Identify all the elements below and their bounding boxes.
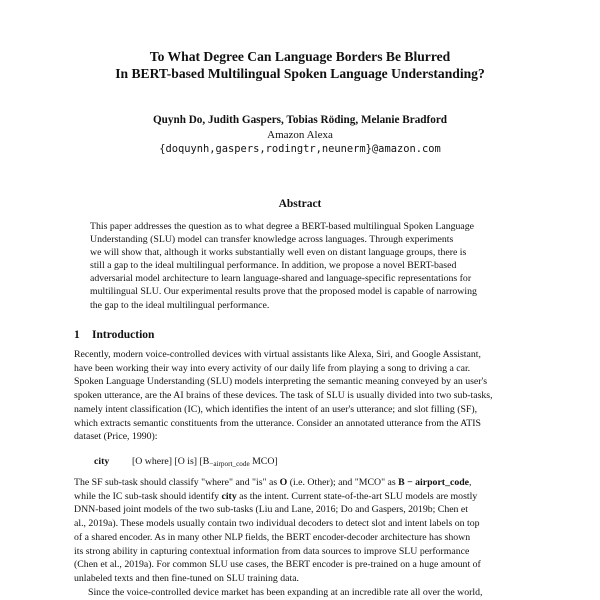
body-line: al., 2019a). These models usually contain two individual decoders to detect slot and intent labels on top: [74, 518, 480, 530]
body-line: which extracts semantic constituents from the utterance. Consider an annotated utterance from the ATIS: [74, 417, 481, 429]
annotated-utterance-example: [94, 455, 278, 471]
body-line: its strong ability in capturing contextual information from data sources to improve SLU performance: [74, 545, 470, 557]
abstract-line: adversarial model architecture to learn language-shared and language-specific representations for: [90, 273, 472, 285]
abstract-line: Understanding (SLU) model can transfer knowledge across languages. Through experiments: [90, 234, 454, 246]
body-line: (Chen et al., 2019a). For common SLU use cases, the BERT encoder is pre-trained on a huge amount of: [74, 559, 481, 571]
body-line: dataset (Price, 1990):: [74, 431, 158, 443]
paper-title: [0, 48, 600, 82]
affiliation: Amazon Alexa: [267, 129, 333, 141]
abstract-line: the gap to the ideal multilingual performance.: [90, 299, 270, 311]
example-slots-part1: [O where] [O is] [B: [132, 456, 210, 467]
example-slots-part2: MCO]: [249, 456, 278, 467]
abstract-line: multilingual SLU. Our experimental results prove that the proposed model is capable of narrowing: [90, 286, 477, 298]
body-line: spoken utterance, are the AI brains of these devices. The task of SLU is usually divided into two sub-tasks,: [74, 390, 493, 402]
body-line: DNN-based joint models of the two sub-tasks (Liu and Lane, 2016; Do and Gaspers, 2019b; Chen et: [74, 504, 468, 516]
abstract-heading: Abstract: [278, 198, 322, 210]
label-o: O: [279, 477, 288, 488]
body-line: have been working their way into every activity of our daily life from playing a song to driving a car.: [74, 362, 471, 374]
introduction-paragraph-1: [74, 348, 534, 444]
text-run: The SF sub-task should classify "where" and "is" as: [74, 477, 280, 488]
introduction-paragraph-2: [74, 476, 534, 599]
text-run: ,: [469, 477, 472, 488]
example-slot-subscript: −airport_code: [209, 460, 250, 468]
section-number: 1: [74, 329, 80, 341]
section-heading-introduction: [74, 328, 154, 342]
body-line: of a shared encoder. As in many other NLP fields, the BERT encoder-decoder architecture has shown: [74, 531, 471, 543]
author-list: Quynh Do, Judith Gaspers, Tobias Röding, Melanie Bradford: [152, 114, 448, 126]
text-run: (i.e. Other); and "MCO" as: [287, 477, 399, 488]
body-line: [74, 476, 534, 490]
abstract-line: This paper addresses the question as to what degree a BERT-based multilingual Spoken Language: [90, 221, 475, 232]
body-line: unlabeled texts and then fine-tuned on SLU training data.: [74, 572, 299, 584]
author-emails: {doquynh,gaspers,rodingtr,neunerm}@amazon.com: [159, 143, 441, 155]
body-line: namely intent classification (IC), which identifies the intent of an user's utterance; and slot filling (SF),: [74, 403, 478, 415]
body-line: Recently, modern voice-controlled devices with virtual assistants like Alexa, Siri, and Google Assistant,: [74, 349, 481, 360]
abstract-line: still a gap to the ideal multilingual performance. In addition, we propose a novel BERT-based: [90, 260, 457, 272]
body-line: Since the voice-controlled device market has been expanding at an incredible rate all over the world,: [88, 586, 483, 598]
abstract-line: we will show that, although it works substantially well even on distant language groups, there is: [90, 247, 467, 259]
body-line: [74, 490, 534, 504]
body-line: Spoken Language Understanding (SLU) models interpreting the semantic meaning conveyed by an user's: [74, 376, 488, 388]
text-run: as the intent. Current state-of-the-art SLU models are mostly: [236, 490, 478, 502]
abstract-body: [90, 220, 510, 312]
title-line-1: To What Degree Can Language Borders Be Blurred: [149, 49, 451, 64]
text-run: while the IC sub-task should identify: [74, 490, 222, 502]
section-title: Introduction: [92, 329, 155, 341]
example-intent: city: [94, 456, 110, 467]
title-line-2: In BERT-based Multilingual Spoken Language Understanding?: [115, 66, 485, 81]
label-b-airport-code: B − airport_code: [398, 477, 470, 488]
label-city: city: [221, 490, 237, 502]
